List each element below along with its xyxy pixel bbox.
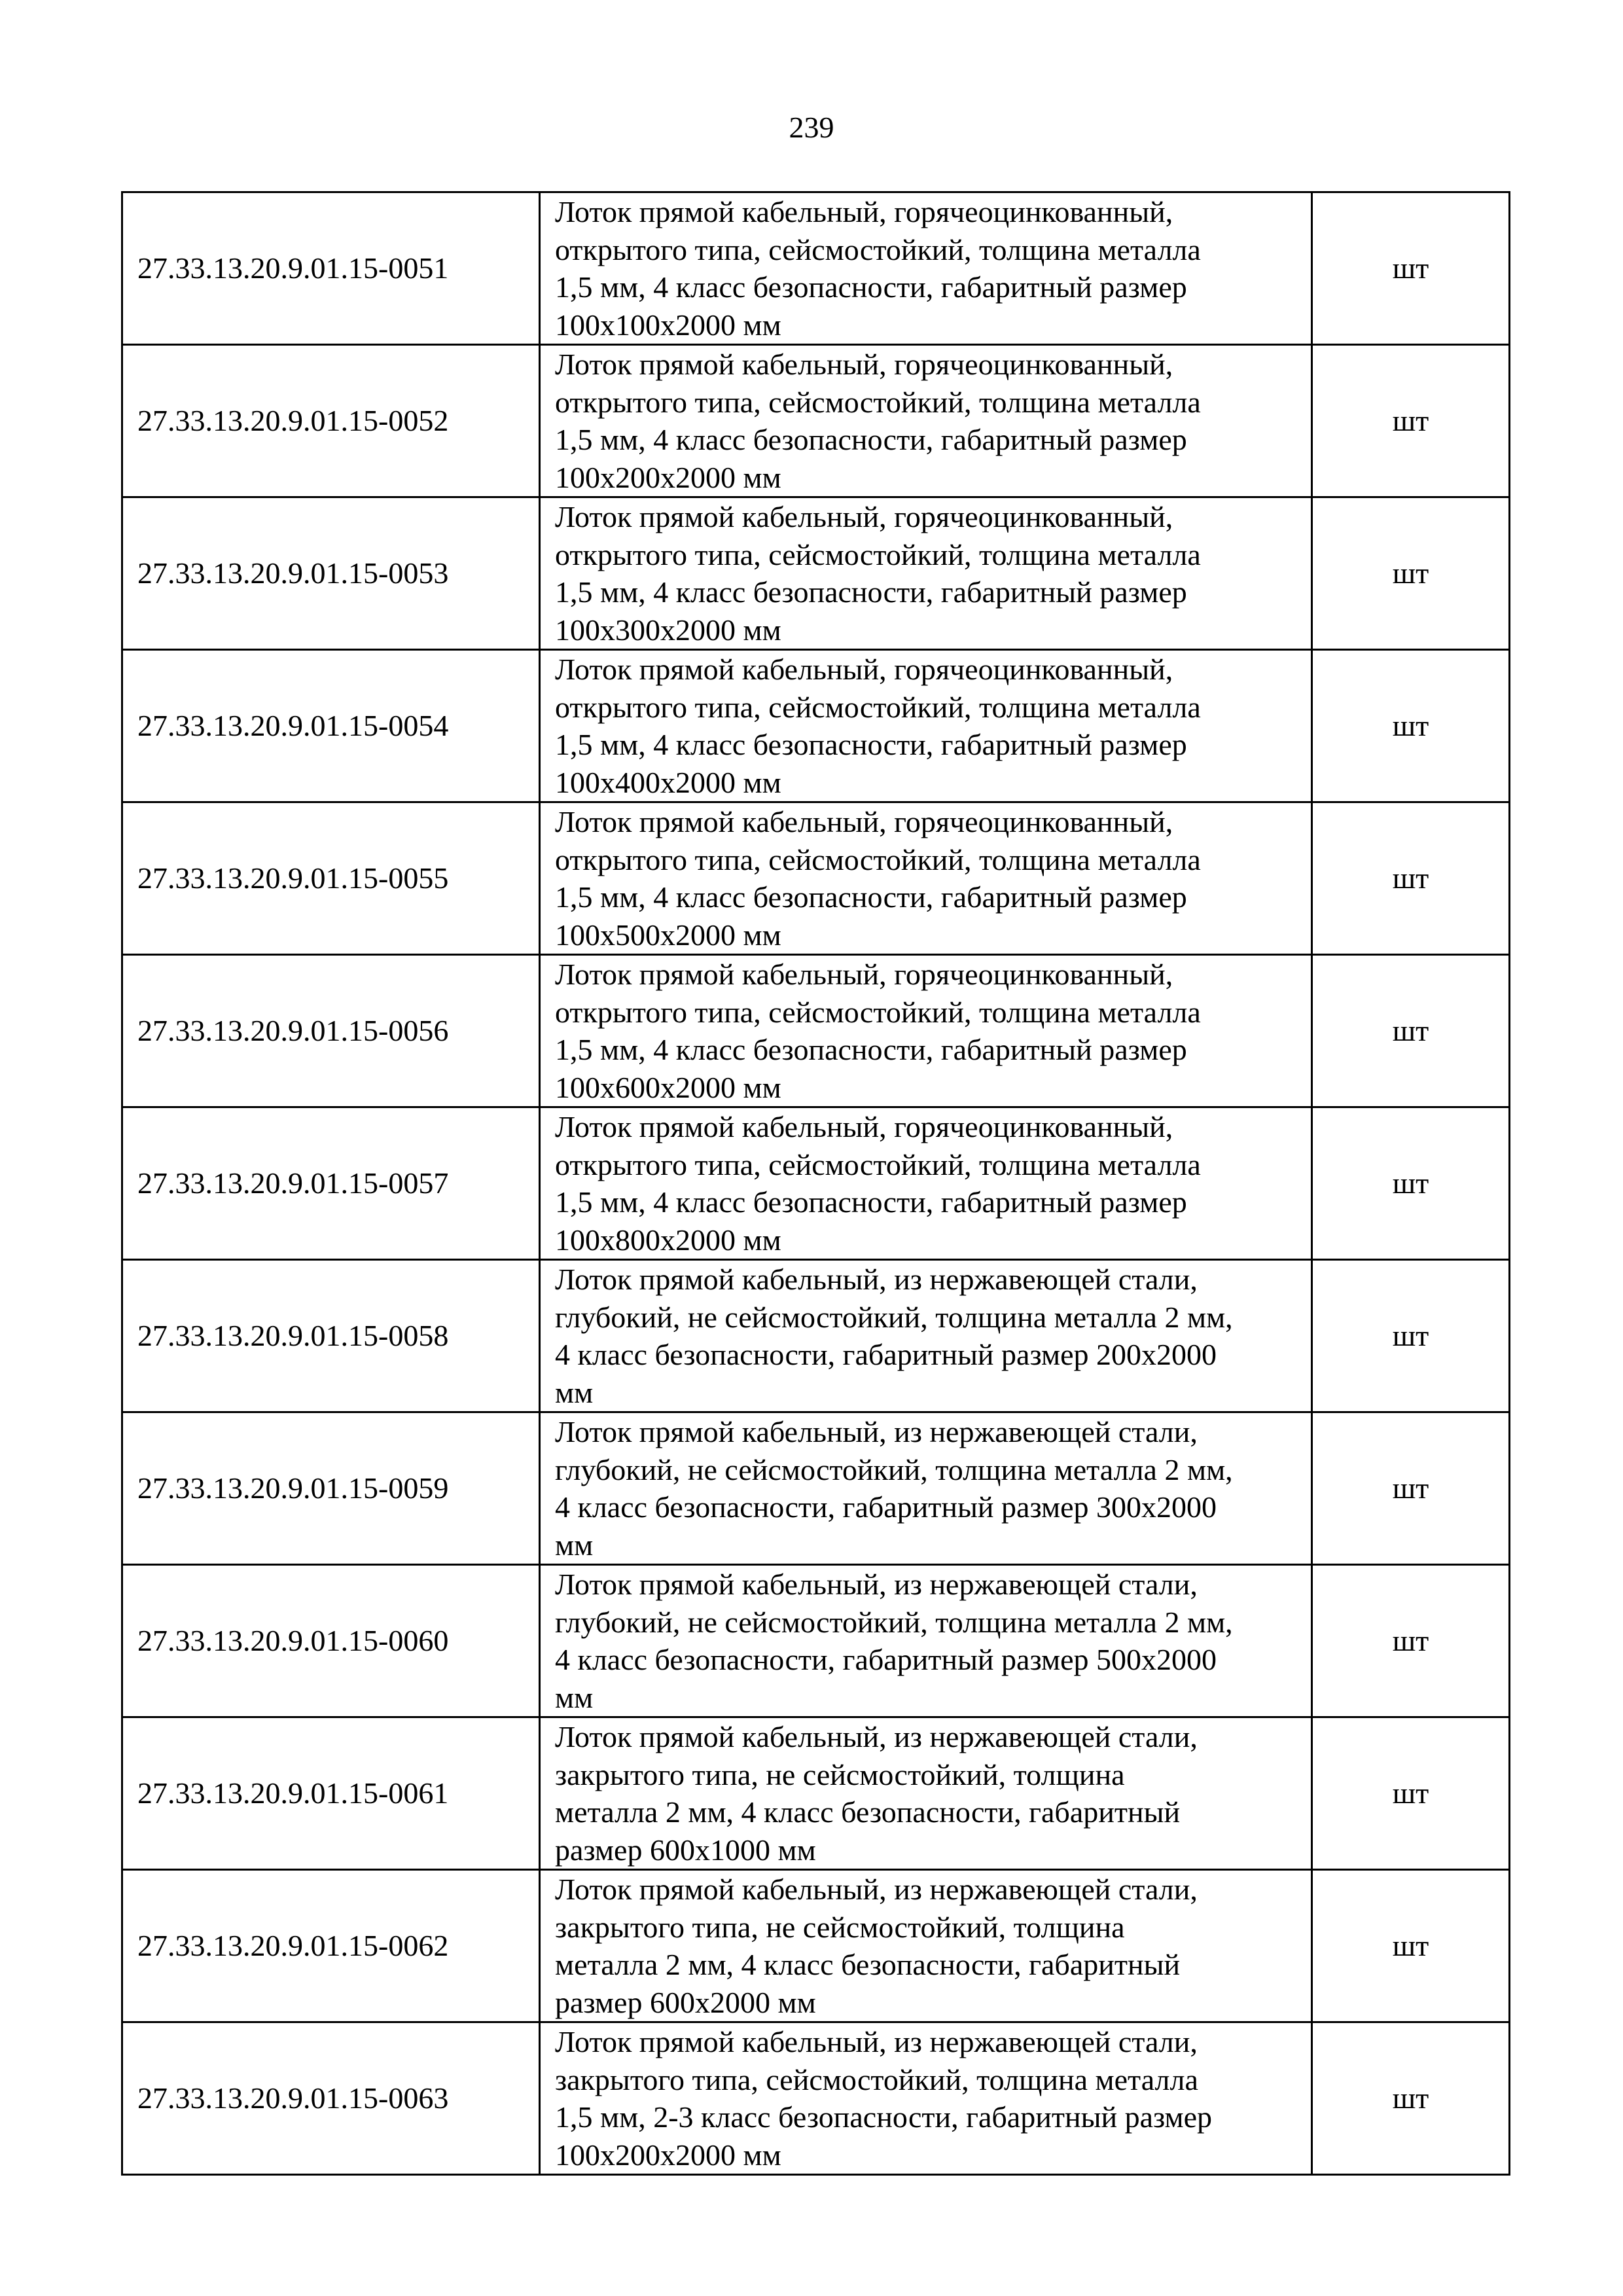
resource-description-cell xyxy=(540,955,1312,1107)
description-line: открытого типа, сейсмостойкий, толщина металла xyxy=(555,1147,1201,1181)
description-line: открытого типа, сейсмостойкий, толщина металла xyxy=(555,232,1201,266)
resource-description-cell xyxy=(540,802,1312,955)
description-line: 1,5 мм, 4 класс безопасности, габаритный размер xyxy=(555,1185,1187,1219)
table-row xyxy=(122,497,1510,650)
table-row xyxy=(122,955,1510,1107)
resource-code-cell: 27.33.13.20.9.01.15-0054 xyxy=(122,650,540,802)
unit-cell: шт xyxy=(1312,2022,1510,2175)
description-line: размер 600x1000 мм xyxy=(555,1833,816,1867)
resource-description-cell xyxy=(540,1870,1312,2022)
description-line: металла 2 мм, 4 класс безопасности, габаритный xyxy=(555,1948,1181,1981)
unit-cell: шт xyxy=(1312,1412,1510,1565)
description-line: Лоток прямой кабельный, горячеоцинкованный, xyxy=(555,805,1173,838)
resource-description-cell xyxy=(540,1565,1312,1717)
resource-description-cell xyxy=(540,1107,1312,1260)
description-line: 4 класс безопасности, габаритный размер 200x2000 xyxy=(555,1338,1217,1371)
resource-description-cell xyxy=(540,1717,1312,1870)
description-line: Лоток прямой кабельный, горячеоцинкованный, xyxy=(555,348,1173,381)
description-line: 1,5 мм, 4 класс безопасности, габаритный размер xyxy=(555,880,1187,914)
description-line: 1,5 мм, 2-3 класс безопасности, габаритный размер xyxy=(555,2100,1213,2134)
description-line: открытого типа, сейсмостойкий, толщина металла xyxy=(555,385,1201,419)
resource-code-cell: 27.33.13.20.9.01.15-0055 xyxy=(122,802,540,955)
description-line: 1,5 мм, 4 класс безопасности, габаритный размер xyxy=(555,575,1187,609)
description-line: закрытого типа, не сейсмостойкий, толщина xyxy=(555,1910,1125,1944)
table-row xyxy=(122,1260,1510,1412)
unit-cell: шт xyxy=(1312,955,1510,1107)
description-line: Лоток прямой кабельный, горячеоцинкованный, xyxy=(555,958,1173,991)
unit-cell: шт xyxy=(1312,497,1510,650)
description-line: Лоток прямой кабельный, горячеоцинкованный, xyxy=(555,500,1173,533)
unit-cell: шт xyxy=(1312,1260,1510,1412)
resource-code-cell: 27.33.13.20.9.01.15-0051 xyxy=(122,192,540,345)
description-line: Лоток прямой кабельный, из нержавеющей стали, xyxy=(555,1720,1198,1753)
description-line: Лоток прямой кабельный, из нержавеющей стали, xyxy=(555,1568,1198,1601)
unit-cell: шт xyxy=(1312,345,1510,497)
resource-code-cell: 27.33.13.20.9.01.15-0062 xyxy=(122,1870,540,2022)
description-line: глубокий, не сейсмостойкий, толщина металла 2 мм, xyxy=(555,1300,1233,1334)
table-row xyxy=(122,2022,1510,2175)
description-line: Лоток прямой кабельный, горячеоцинкованный, xyxy=(555,1110,1173,1143)
table-row xyxy=(122,192,1510,345)
unit-cell: шт xyxy=(1312,1870,1510,2022)
resource-code-cell: 27.33.13.20.9.01.15-0057 xyxy=(122,1107,540,1260)
description-line: 100x100x2000 мм xyxy=(555,308,781,342)
description-line: Лоток прямой кабельный, горячеоцинкованный, xyxy=(555,195,1173,228)
description-line: размер 600x2000 мм xyxy=(555,1985,816,2019)
description-line: 100x200x2000 мм xyxy=(555,460,781,494)
table-row xyxy=(122,1717,1510,1870)
table-row xyxy=(122,345,1510,497)
description-line: закрытого типа, не сейсмостойкий, толщина xyxy=(555,1757,1125,1791)
resource-description-cell xyxy=(540,2022,1312,2175)
unit-cell: шт xyxy=(1312,802,1510,955)
description-line: глубокий, не сейсмостойкий, толщина металла 2 мм, xyxy=(555,1605,1233,1639)
description-line: 100x400x2000 мм xyxy=(555,765,781,799)
description-line: мм xyxy=(555,1680,594,1714)
resource-code-cell: 27.33.13.20.9.01.15-0056 xyxy=(122,955,540,1107)
description-line: Лоток прямой кабельный, из нержавеющей стали, xyxy=(555,1263,1198,1296)
description-line: 100x800x2000 мм xyxy=(555,1223,781,1257)
resource-description-cell xyxy=(540,1412,1312,1565)
description-line: закрытого типа, сейсмостойкий, толщина металла xyxy=(555,2062,1198,2096)
unit-cell: шт xyxy=(1312,192,1510,345)
resource-description-cell xyxy=(540,650,1312,802)
description-line: 4 класс безопасности, габаритный размер 500x2000 xyxy=(555,1643,1217,1676)
description-line: 100x300x2000 мм xyxy=(555,613,781,647)
resource-description-cell xyxy=(540,497,1312,650)
table-row xyxy=(122,1870,1510,2022)
table-row xyxy=(122,650,1510,802)
description-line: 100x500x2000 мм xyxy=(555,918,781,952)
unit-cell: шт xyxy=(1312,1565,1510,1717)
unit-cell: шт xyxy=(1312,1717,1510,1870)
description-line: открытого типа, сейсмостойкий, толщина металла xyxy=(555,995,1201,1029)
description-line: 100x600x2000 мм xyxy=(555,1070,781,1104)
resource-table xyxy=(121,191,1510,2176)
description-line: открытого типа, сейсмостойкий, толщина металла xyxy=(555,537,1201,571)
unit-cell: шт xyxy=(1312,1107,1510,1260)
description-line: 4 класс безопасности, габаритный размер 300x2000 xyxy=(555,1490,1217,1524)
resource-code-cell: 27.33.13.20.9.01.15-0061 xyxy=(122,1717,540,1870)
description-line: 1,5 мм, 4 класс безопасности, габаритный размер xyxy=(555,728,1187,761)
table-body xyxy=(122,192,1510,2175)
resource-code-cell: 27.33.13.20.9.01.15-0063 xyxy=(122,2022,540,2175)
description-line: мм xyxy=(555,1375,594,1409)
resource-code-cell: 27.33.13.20.9.01.15-0058 xyxy=(122,1260,540,1412)
resource-description-cell xyxy=(540,192,1312,345)
table-row xyxy=(122,1107,1510,1260)
description-line: 1,5 мм, 4 класс безопасности, габаритный размер xyxy=(555,423,1187,456)
resource-code-cell: 27.33.13.20.9.01.15-0053 xyxy=(122,497,540,650)
resource-code-cell: 27.33.13.20.9.01.15-0052 xyxy=(122,345,540,497)
description-line: 100x200x2000 мм xyxy=(555,2138,781,2172)
description-line: металла 2 мм, 4 класс безопасности, габаритный xyxy=(555,1795,1181,1829)
resource-description-cell xyxy=(540,345,1312,497)
description-line: Лоток прямой кабельный, горячеоцинкованный, xyxy=(555,653,1173,686)
description-line: Лоток прямой кабельный, из нержавеющей стали, xyxy=(555,1415,1198,1448)
description-line: Лоток прямой кабельный, из нержавеющей стали, xyxy=(555,1873,1198,1906)
resource-code-cell: 27.33.13.20.9.01.15-0060 xyxy=(122,1565,540,1717)
table-row xyxy=(122,802,1510,955)
description-line: 1,5 мм, 4 класс безопасности, габаритный размер xyxy=(555,1033,1187,1066)
description-line: глубокий, не сейсмостойкий, толщина металла 2 мм, xyxy=(555,1452,1233,1486)
description-line: 1,5 мм, 4 класс безопасности, габаритный размер xyxy=(555,270,1187,304)
description-line: открытого типа, сейсмостойкий, толщина металла xyxy=(555,842,1201,876)
description-line: открытого типа, сейсмостойкий, толщина металла xyxy=(555,690,1201,724)
resource-code-cell: 27.33.13.20.9.01.15-0059 xyxy=(122,1412,540,1565)
description-line: мм xyxy=(555,1528,594,1562)
description-line: Лоток прямой кабельный, из нержавеющей стали, xyxy=(555,2025,1198,2058)
resource-description-cell xyxy=(540,1260,1312,1412)
table-row xyxy=(122,1412,1510,1565)
unit-cell: шт xyxy=(1312,650,1510,802)
page-number: 239 xyxy=(789,111,834,144)
table-row xyxy=(122,1565,1510,1717)
